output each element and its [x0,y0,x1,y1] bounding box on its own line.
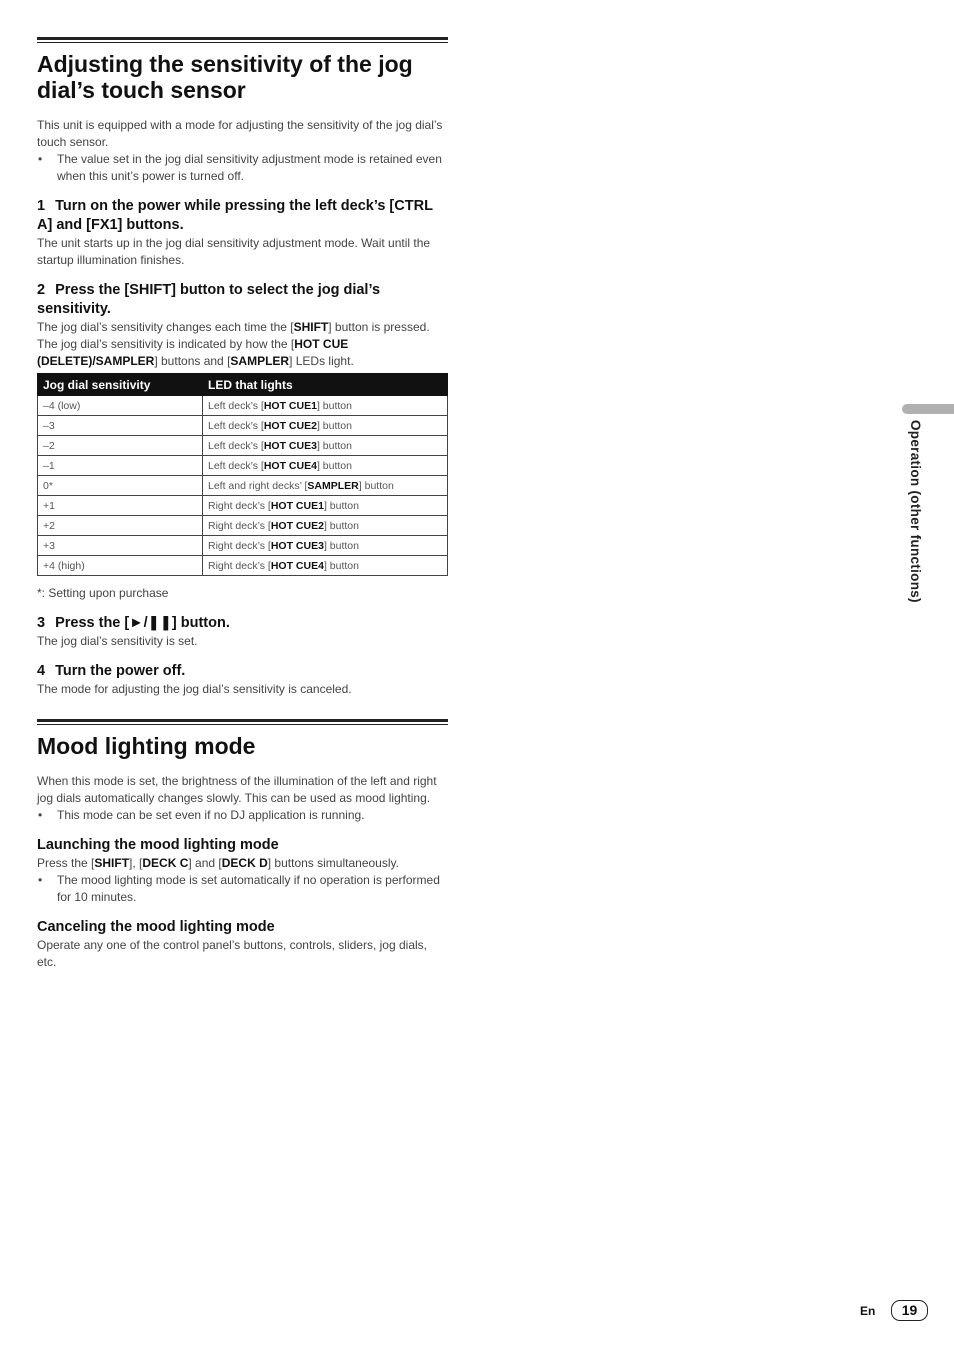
table-header-row [38,374,448,396]
table-row [38,396,448,416]
step-3-text: The jog dial’s sensitivity is set. [37,634,198,648]
step-2-text-1: The jog dial’s sensitivity changes each time the [SHIFT] button is pressed. [37,320,430,334]
table-row [38,496,448,516]
cancel-text: Operate any one of the control panel’s buttons, controls, sliders, jog dials, etc. [37,938,428,969]
sensitivity-cell: –2 [38,436,203,456]
section-title-jog-sensitivity: Adjusting the sensitivity of the jog dial’s touch sensor [37,51,413,103]
sensitivity-cell: +2 [38,516,203,536]
sensitivity-cell: +4 (high) [38,556,203,576]
table-row [38,556,448,576]
section-rule-thick [37,37,448,40]
sensitivity-cell: +1 [38,496,203,516]
led-cell: Right deck’s [HOT CUE4] button [203,556,448,576]
step-2-text-2: The jog dial’s sensitivity is indicated by how the [HOT CUE (DELETE)/SAMPLER] buttons and [SAMPLER] LEDs light. [37,337,354,368]
cancel-heading: Canceling the mood lighting mode [37,919,275,935]
led-cell: Right deck’s [HOT CUE3] button [203,536,448,556]
table-footnote: *: Setting upon purchase [37,586,169,600]
led-cell: Left deck’s [HOT CUE2] button [203,416,448,436]
side-tab-marker [902,404,954,414]
page-number: 19 [891,1300,928,1321]
led-cell: Left and right decks’ [SAMPLER] button [203,476,448,496]
led-cell: Left deck’s [HOT CUE1] button [203,396,448,416]
table-row [38,536,448,556]
step-3-heading: 3 Press the [►/❚❚] button. [37,615,230,631]
section-rule-thin [37,42,448,43]
sensitivity-table [37,373,448,576]
step-1-heading: 1 Turn on the power while pressing the left deck’s [CTRL A] and [FX1] buttons. [37,198,433,233]
table-row [38,476,448,496]
side-tab-label: Operation (other functions) [908,420,923,603]
sensitivity-cell: +3 [38,536,203,556]
sensitivity-cell: 0* [38,476,203,496]
sensitivity-cell: –4 (low) [38,396,203,416]
step-4-heading: 4 Turn the power off. [37,663,186,679]
table-row [38,436,448,456]
main-column [37,37,448,971]
section-title-mood-lighting: Mood lighting mode [37,733,256,759]
launch-text: Press the [SHIFT], [DECK C] and [DECK D] buttons simultaneously. [37,856,399,870]
column-header-led: LED that lights [203,374,448,396]
table-row [38,416,448,436]
sensitivity-cell: –1 [38,456,203,476]
bullet-item: • The mood lighting mode is set automatically if no operation is performed for 10 minutes. [37,872,448,906]
bullet-item: • The value set in the jog dial sensitivity adjustment mode is retained even when this unit’s power is turned off. [37,151,448,185]
table-row [38,456,448,476]
step-1-text: The unit starts up in the jog dial sensitivity adjustment mode. Wait until the startup illumination finishes. [37,236,431,267]
led-cell: Right deck’s [HOT CUE1] button [203,496,448,516]
footer-language: En [860,1304,876,1318]
column-header-sensitivity: Jog dial sensitivity [38,374,203,396]
led-cell: Right deck’s [HOT CUE2] button [203,516,448,536]
mood-intro-text: When this mode is set, the brightness of the illumination of the left and right jog dials automatically changes slowly. This can be used as mood lighting. [37,774,437,805]
intro-text: This unit is equipped with a mode for adjusting the sensitivity of the jog dial’s touch sensor. [37,118,443,149]
step-4-text: The mode for adjusting the jog dial’s sensitivity is canceled. [37,682,352,696]
led-cell: Left deck’s [HOT CUE3] button [203,436,448,456]
launch-heading: Launching the mood lighting mode [37,837,279,853]
led-cell: Left deck’s [HOT CUE4] button [203,456,448,476]
table-row [38,516,448,536]
step-2-heading: 2 Press the [SHIFT] button to select the jog dial’s sensitivity. [37,282,381,317]
sensitivity-cell: –3 [38,416,203,436]
bullet-item: • This mode can be set even if no DJ application is running. [37,807,448,824]
section-rule-thick [37,719,448,722]
section-rule-thin [37,724,448,725]
